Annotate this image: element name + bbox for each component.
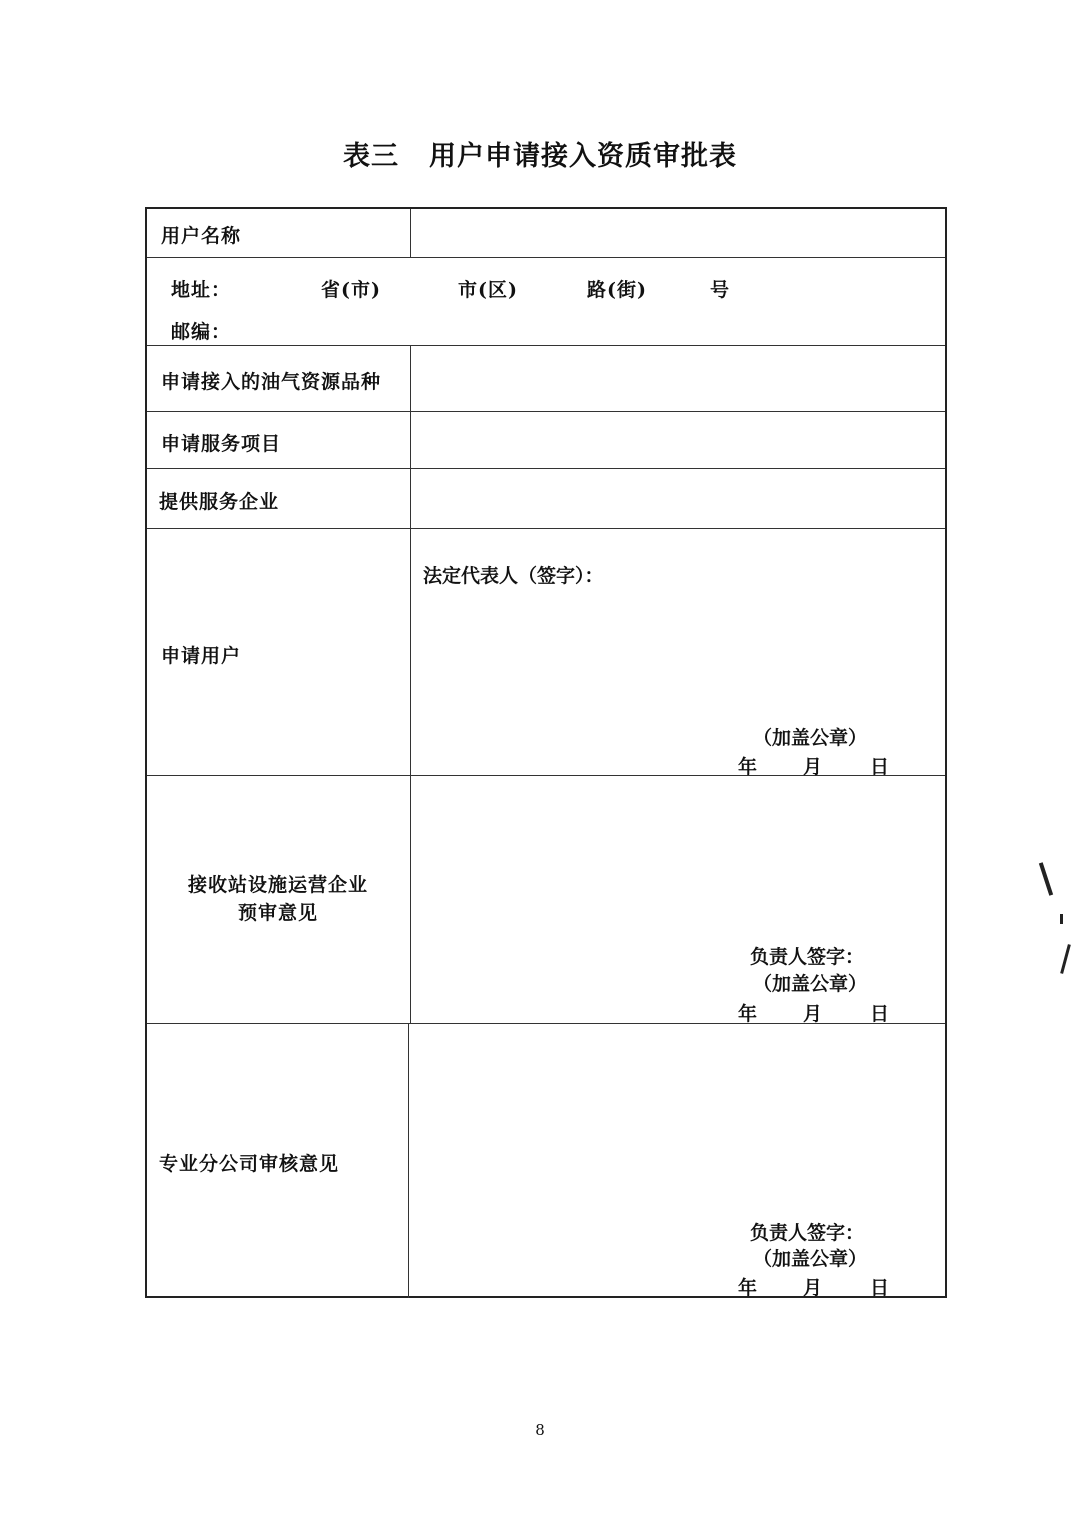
title-table-number: 表三 bbox=[343, 141, 399, 172]
row-divider bbox=[147, 411, 945, 412]
address-province: 省(市) bbox=[321, 279, 381, 301]
provider-label: 提供服务企业 bbox=[159, 491, 280, 513]
address-road: 路(街) bbox=[587, 279, 647, 301]
service-item-label: 申请服务项目 bbox=[161, 433, 282, 455]
legal-representative-signature: 法定代表人（签字）： bbox=[423, 565, 604, 587]
applicant-year: 年 bbox=[738, 756, 758, 778]
service-item-field[interactable] bbox=[413, 413, 943, 466]
branch-review-seal: （加盖公章） bbox=[753, 1248, 868, 1270]
row-divider bbox=[147, 468, 945, 469]
scan-artifact bbox=[1060, 914, 1063, 924]
branch-review-month: 月 bbox=[803, 1277, 823, 1299]
column-divider bbox=[410, 345, 411, 1023]
page-number: 8 bbox=[535, 1421, 545, 1439]
column-divider bbox=[408, 1023, 409, 1298]
station-review-label-line1: 接收站设施运营企业 bbox=[187, 874, 368, 896]
column-divider bbox=[410, 209, 411, 257]
station-review-label-line2: 预审意见 bbox=[237, 902, 318, 924]
row-divider bbox=[147, 257, 945, 258]
address-number: 号 bbox=[710, 279, 731, 301]
branch-review-day: 日 bbox=[870, 1277, 890, 1299]
resource-type-field[interactable] bbox=[413, 347, 943, 409]
row-divider bbox=[147, 775, 945, 776]
scan-artifact bbox=[1060, 944, 1071, 974]
row-divider bbox=[147, 1023, 945, 1024]
postcode-label: 邮编： bbox=[171, 321, 232, 343]
branch-review-signer: 负责人签字： bbox=[750, 1222, 865, 1244]
branch-review-label: 专业分公司审核意见 bbox=[159, 1153, 340, 1175]
resource-type-label: 申请接入的油气资源品种 bbox=[161, 371, 382, 393]
page-title bbox=[0, 134, 1080, 173]
branch-review-year: 年 bbox=[738, 1277, 758, 1299]
title-text: 用户申请接入资质审批表 bbox=[429, 141, 737, 172]
row-divider bbox=[147, 345, 945, 346]
user-name-label: 用户名称 bbox=[161, 225, 242, 247]
applicant-label: 申请用户 bbox=[161, 645, 242, 667]
provider-field[interactable] bbox=[413, 470, 943, 526]
applicant-seal: （加盖公章） bbox=[753, 727, 868, 749]
scan-artifact bbox=[1039, 862, 1053, 896]
station-review-signer: 负责人签字： bbox=[750, 946, 865, 968]
station-review-year: 年 bbox=[738, 1003, 758, 1025]
address-city: 市(区) bbox=[458, 279, 518, 301]
applicant-month: 月 bbox=[803, 756, 823, 778]
station-review-seal: （加盖公章） bbox=[753, 973, 868, 995]
applicant-day: 日 bbox=[870, 756, 890, 778]
approval-form-table bbox=[145, 207, 947, 1298]
row-divider bbox=[147, 528, 945, 529]
station-review-month: 月 bbox=[803, 1003, 823, 1025]
station-review-day: 日 bbox=[870, 1003, 890, 1025]
user-name-field[interactable] bbox=[413, 211, 943, 255]
station-review-label bbox=[147, 871, 409, 927]
address-label: 地址： bbox=[171, 279, 232, 301]
